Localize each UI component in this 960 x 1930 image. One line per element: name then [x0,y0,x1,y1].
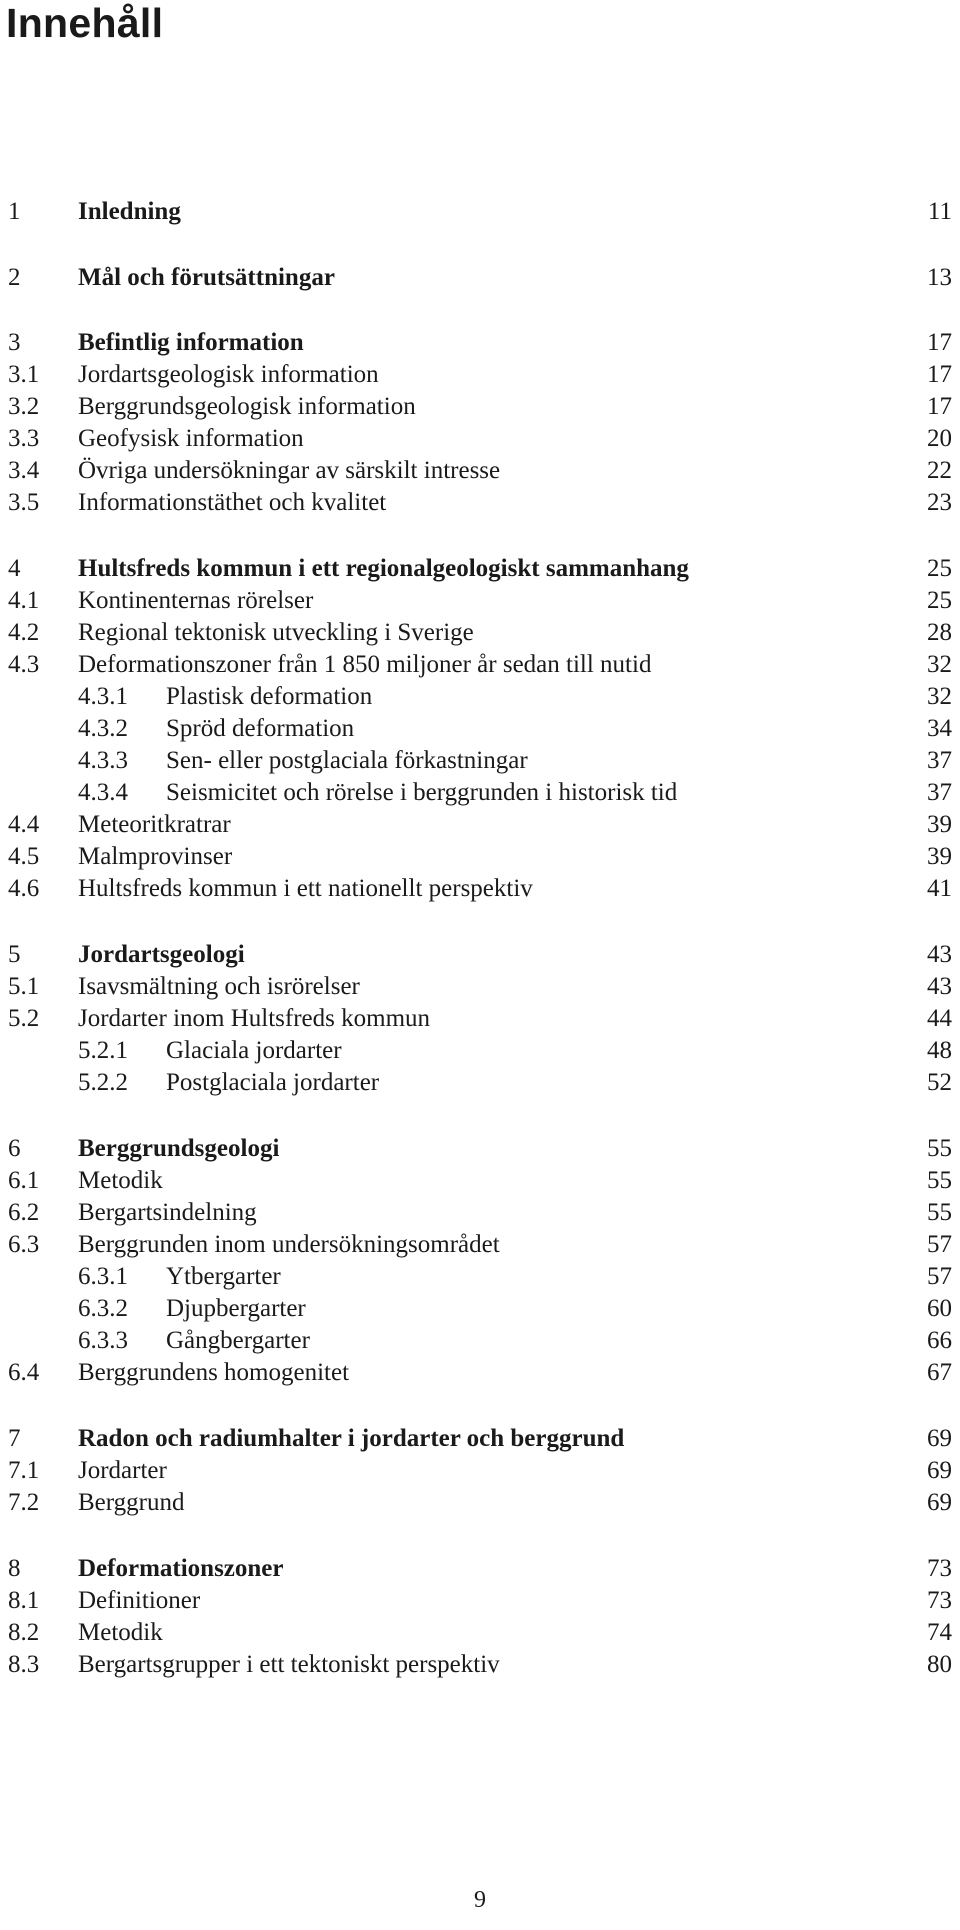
toc-number: 7.2 [8,1489,40,1516]
toc-title: Bergartsgrupper i ett tektoniskt perspektiv [78,1651,500,1678]
toc-section-6-2[interactable] [0,1197,960,1229]
toc-number: 3.1 [8,361,40,388]
toc-number: 3.4 [8,457,40,484]
toc-page: 73 [927,1587,952,1614]
toc-number: 5.2.1 [78,1037,128,1064]
toc-title: Berggrundens homogenitet [78,1359,350,1386]
toc-title: Berggrundsgeologi [78,1135,280,1162]
toc-number: 6.2 [8,1199,40,1226]
toc-section-6-3-3[interactable] [0,1325,960,1357]
toc-page: 17 [927,393,952,420]
toc-chapter-5[interactable] [0,939,960,971]
toc-page: 57 [927,1231,952,1258]
toc-page: 25 [927,587,952,614]
toc-title: Jordarter [78,1457,167,1484]
toc-title: Malmprovinser [78,843,233,870]
toc-number: 4.3.1 [78,683,128,710]
toc-number: 8.1 [8,1587,40,1614]
toc-page: 32 [927,683,952,710]
toc-number: 7.1 [8,1457,40,1484]
toc-page: 74 [927,1619,952,1646]
toc-section-4-3-2[interactable] [0,713,960,745]
toc-section-4-3-1[interactable] [0,681,960,713]
toc-section-6-4[interactable] [0,1357,960,1389]
toc-section-8-1[interactable] [0,1585,960,1617]
toc-title: Definitioner [78,1587,201,1614]
toc-number: 1 [8,198,21,225]
toc-number: 3 [8,329,21,356]
toc-page: 55 [927,1199,952,1226]
toc-page: 55 [927,1135,952,1162]
toc-page: 34 [927,715,952,742]
toc-section-5-1[interactable] [0,971,960,1003]
toc-title: Jordartsgeologi [78,941,245,968]
toc-section-4-3-3[interactable] [0,745,960,777]
toc-page: 23 [927,489,952,516]
toc-chapter-3[interactable] [0,327,960,359]
toc-number: 3.3 [8,425,40,452]
toc-page: 28 [927,619,952,646]
toc-number: 5 [8,941,21,968]
toc-page: 69 [927,1457,952,1484]
toc-title: Geofysisk information [78,425,304,452]
toc-chapter-8[interactable] [0,1553,960,1585]
toc-section-4-5[interactable] [0,841,960,873]
toc-page: 66 [927,1327,952,1354]
toc-section-4-3[interactable] [0,649,960,681]
toc-page: 17 [927,361,952,388]
toc-number: 8.3 [8,1651,40,1678]
toc-page: 43 [927,941,952,968]
toc-number: 8.2 [8,1619,40,1646]
toc-title: Berggrundsgeologisk information [78,393,416,420]
toc-number: 6.4 [8,1359,40,1386]
toc-title: Regional tektonisk utveckling i Sverige [78,619,474,646]
toc-title: Kontinenternas rörelser [78,587,314,614]
toc-number: 4 [8,555,21,582]
toc-number: 3.5 [8,489,40,516]
page-title: Innehåll [6,0,164,46]
toc-title: Berggrunden inom undersökningsområdet [78,1231,500,1258]
toc-title: Hultsfreds kommun i ett regionalgeologiskt sammanhang [78,555,689,582]
toc-title: Sen- eller postglaciala förkastningar [166,747,528,774]
toc-page: 39 [927,843,952,870]
toc-title: Mål och förutsättningar [78,264,335,291]
toc-section-8-3[interactable] [0,1649,960,1681]
toc-title: Befintlig information [78,329,304,356]
toc-number: 4.4 [8,811,40,838]
toc-title: Deformationszoner [78,1555,284,1582]
toc-number: 3.2 [8,393,40,420]
toc-title: Glaciala jordarter [166,1037,342,1064]
toc-title: Deformationszoner från 1 850 miljoner år sedan till nutid [78,651,652,678]
toc-number: 8 [8,1555,21,1582]
toc-number: 4.2 [8,619,40,646]
toc-number: 4.3.2 [78,715,128,742]
toc-section-4-2[interactable] [0,617,960,649]
toc-section-5-2[interactable] [0,1003,960,1035]
toc-number: 6.3.2 [78,1295,128,1322]
toc-page: 13 [927,264,952,291]
toc-title: Hultsfreds kommun i ett nationellt perspektiv [78,875,533,902]
toc-title: Inledning [78,198,181,225]
toc-section-8-2[interactable] [0,1617,960,1649]
toc-number: 4.1 [8,587,40,614]
toc-page: 25 [927,555,952,582]
toc-section-7-1[interactable] [0,1455,960,1487]
toc-title: Radon och radiumhalter i jordarter och berggrund [78,1425,625,1452]
toc-title: Berggrund [78,1489,185,1516]
toc-page: 57 [927,1263,952,1290]
toc-section-6-3-2[interactable] [0,1293,960,1325]
toc-section-7-2[interactable] [0,1487,960,1519]
toc-section-6-3[interactable] [0,1229,960,1261]
toc-page: 41 [927,875,952,902]
toc-number: 5.1 [8,973,40,1000]
toc-title: Isavsmältning och isrörelser [78,973,360,1000]
toc-page: 17 [927,329,952,356]
toc-page: 60 [927,1295,952,1322]
toc-section-4-4[interactable] [0,809,960,841]
toc-page: 11 [927,198,952,225]
toc-number: 6 [8,1135,21,1162]
toc-chapter-4[interactable] [0,553,960,585]
toc-title: Metodik [78,1167,163,1194]
toc-page: 48 [927,1037,952,1064]
toc-page: 37 [927,779,952,806]
toc-number: 6.1 [8,1167,40,1194]
footer-page-number: 9 [474,1887,486,1913]
toc-title: Övriga undersökningar av särskilt intresse [78,457,501,484]
toc-section-5-2-1[interactable] [0,1035,960,1067]
toc-title: Spröd deformation [166,715,355,742]
toc-section-3-1[interactable] [0,359,960,391]
toc-number: 6.3.1 [78,1263,128,1290]
toc-chapter-7[interactable] [0,1423,960,1455]
toc-number: 4.3.4 [78,779,128,806]
toc-section-6-3-1[interactable] [0,1261,960,1293]
toc-section-4-3-4[interactable] [0,777,960,809]
toc-chapter-1[interactable] [0,196,960,228]
toc-chapter-6[interactable] [0,1133,960,1165]
toc-title: Djupbergarter [166,1295,306,1322]
toc-title: Seismicitet och rörelse i berggrunden i historisk tid [166,779,678,806]
toc-title: Jordartsgeologisk information [78,361,379,388]
toc-number: 7 [8,1425,21,1452]
toc-title: Meteoritkratrar [78,811,231,838]
toc-section-4-6[interactable] [0,873,960,905]
toc-number: 6.3.3 [78,1327,128,1354]
toc-number: 4.6 [8,875,40,902]
toc-title: Postglaciala jordarter [166,1069,380,1096]
toc-page: 37 [927,747,952,774]
toc-number: 6.3 [8,1231,40,1258]
toc-number: 5.2 [8,1005,40,1032]
toc-page: 32 [927,651,952,678]
toc-number: 4.3.3 [78,747,128,774]
toc-page: 39 [927,811,952,838]
toc-section-3-4[interactable] [0,455,960,487]
toc-page: 80 [927,1651,952,1678]
toc-title: Informationstäthet och kvalitet [78,489,387,516]
toc-page: 44 [927,1005,952,1032]
toc-number: 4.3 [8,651,40,678]
toc-chapter-2[interactable] [0,262,960,294]
toc-page: 69 [927,1489,952,1516]
toc-section-3-2[interactable] [0,391,960,423]
toc-page: 20 [927,425,952,452]
toc-number: 5.2.2 [78,1069,128,1096]
toc-title: Bergartsindelning [78,1199,257,1226]
toc-section-6-1[interactable] [0,1165,960,1197]
toc-title: Ytbergarter [166,1263,281,1290]
toc-page: 67 [927,1359,952,1386]
toc-title: Jordarter inom Hultsfreds kommun [78,1005,431,1032]
toc-section-4-1[interactable] [0,585,960,617]
toc-page: 43 [927,973,952,1000]
toc-number: 2 [8,264,21,291]
toc-section-3-3[interactable] [0,423,960,455]
toc-section-5-2-2[interactable] [0,1067,960,1099]
toc-page: 22 [927,457,952,484]
toc-number: 4.5 [8,843,40,870]
toc-title: Metodik [78,1619,163,1646]
toc-section-3-5[interactable] [0,487,960,519]
toc-title: Gångbergarter [166,1327,310,1354]
toc-title: Plastisk deformation [166,683,373,710]
toc-page: 73 [927,1555,952,1582]
toc-page: 55 [927,1167,952,1194]
toc-page: 69 [927,1425,952,1452]
toc-page: 52 [927,1069,952,1096]
